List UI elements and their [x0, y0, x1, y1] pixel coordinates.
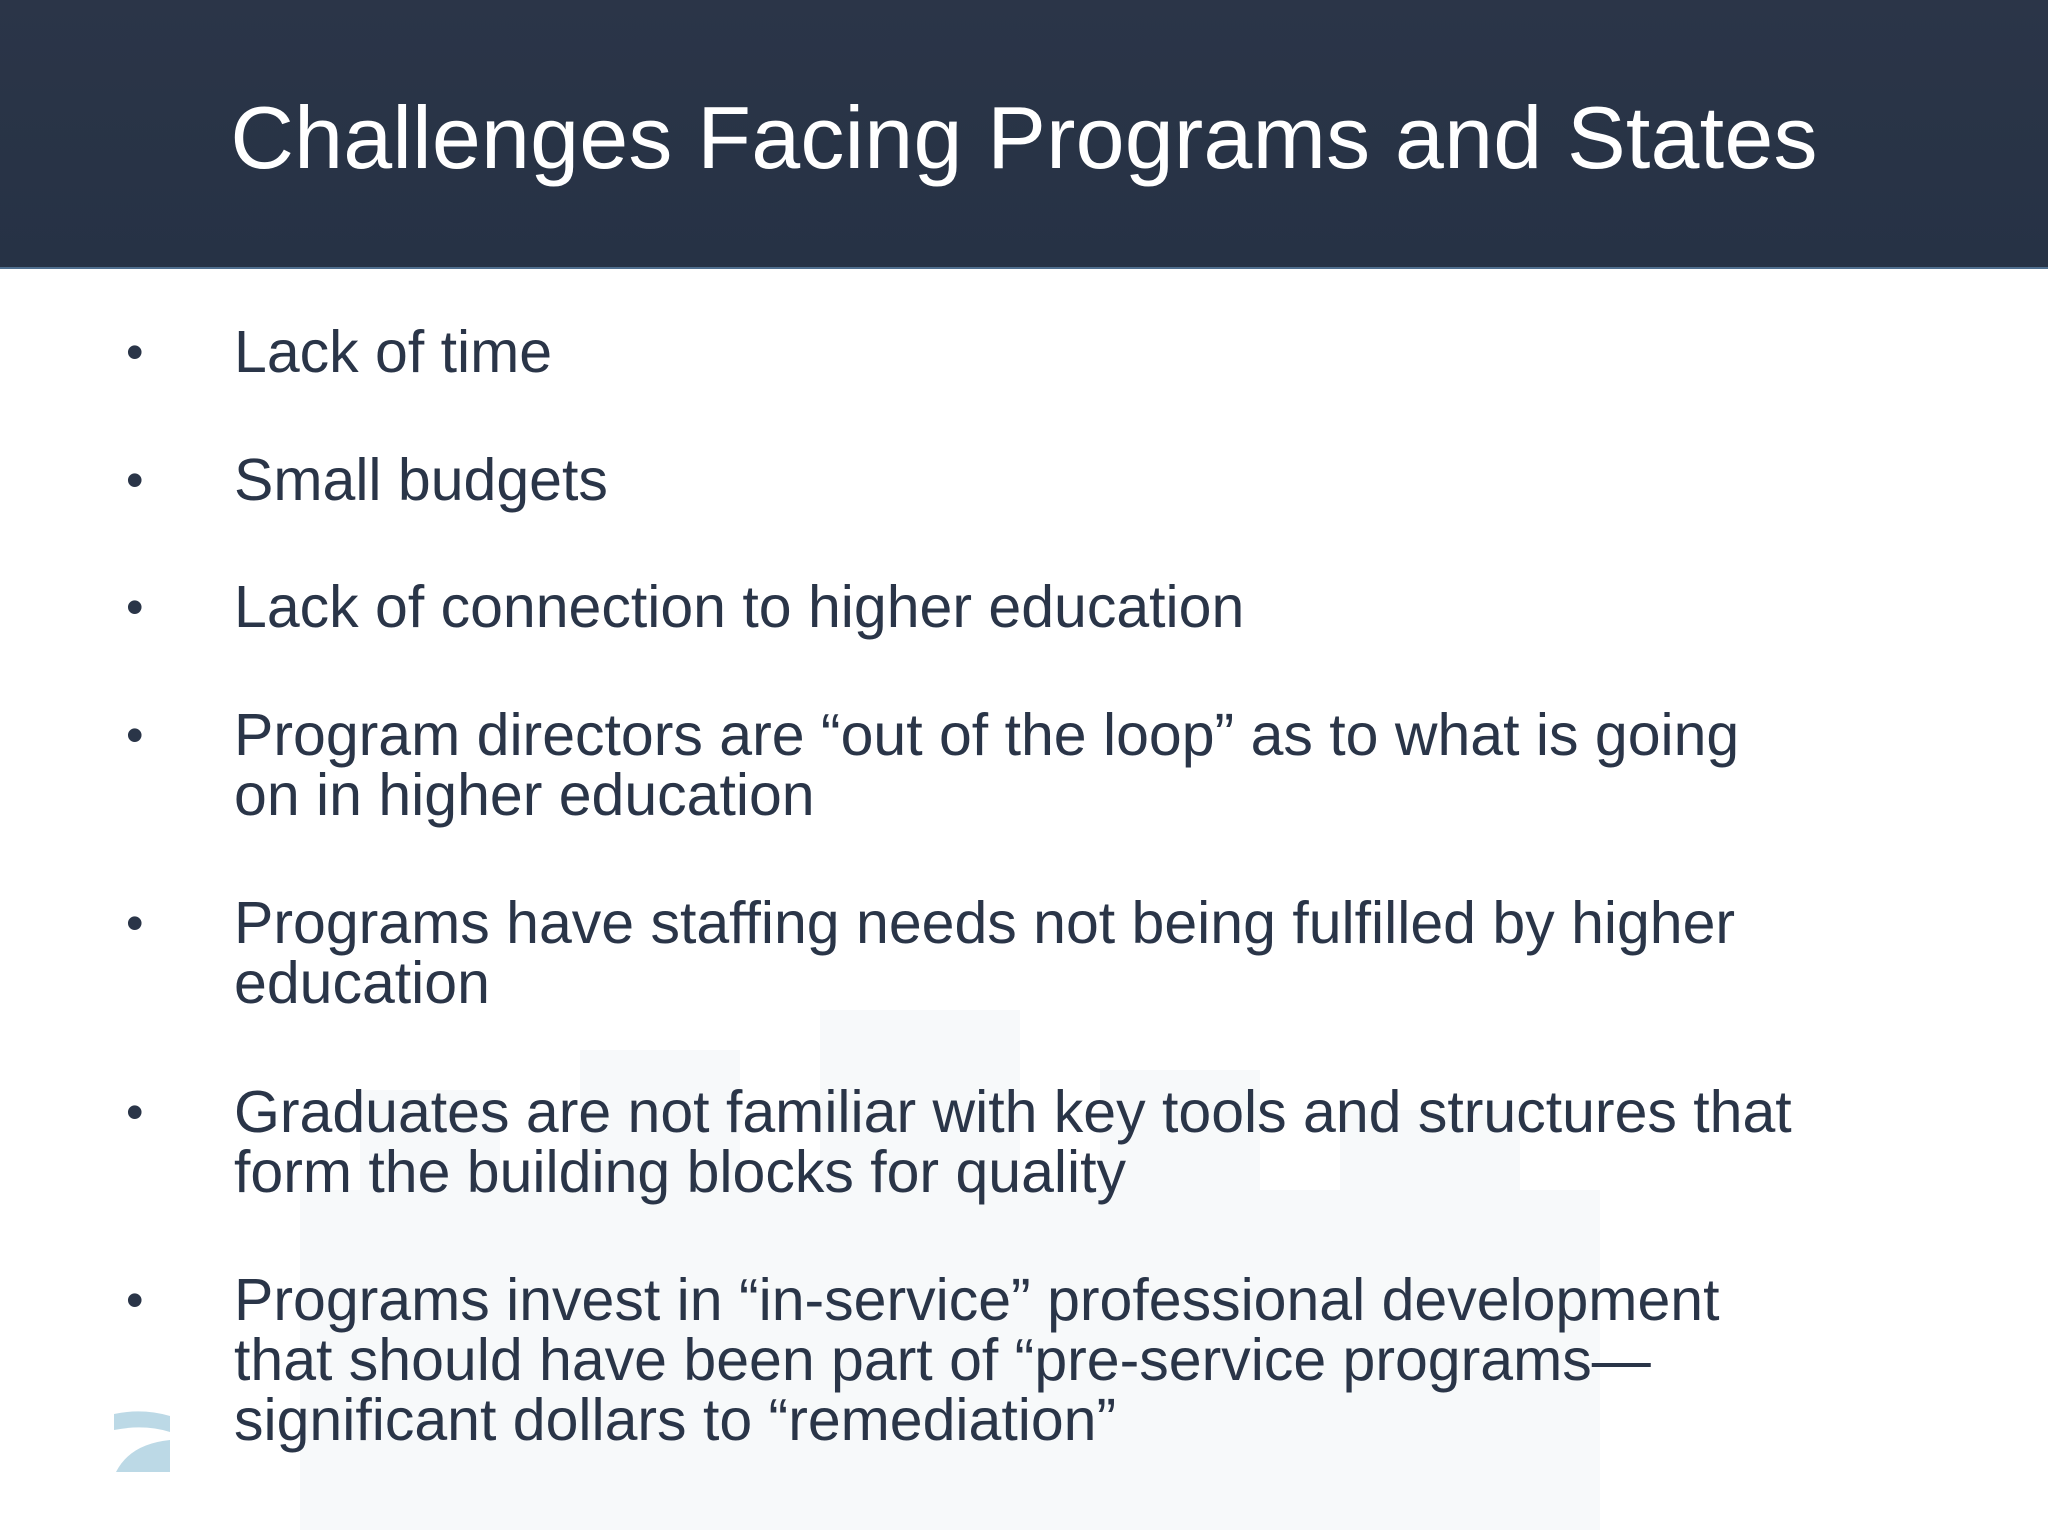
bullet-dot-icon: • [126, 1084, 144, 1140]
bullet-dot-icon: • [126, 452, 144, 508]
bullet-dot-icon: • [126, 324, 144, 380]
bullet-line: Lack of time [234, 319, 553, 385]
bullet-line: education [234, 950, 490, 1016]
bullet-line: Programs have staffing needs not being fulfilled by higher [234, 890, 1736, 956]
bullet-item [0, 574, 2048, 640]
bullet-item [0, 890, 2048, 1016]
bullet-dot-icon: • [126, 579, 144, 635]
bullet-text [234, 574, 1954, 640]
bullet-dot-icon: • [126, 895, 144, 951]
bullet-text [234, 1267, 1954, 1453]
logo-mark-icon [108, 1410, 176, 1472]
bullet-text [234, 1079, 1954, 1205]
bullet-item [0, 447, 2048, 513]
bullet-item [0, 1267, 2048, 1453]
bullet-item [0, 702, 2048, 828]
bullet-line: Small budgets [234, 447, 608, 513]
bullet-line: that should have been part of “pre-service programs— [234, 1327, 1651, 1393]
bullet-item [0, 319, 2048, 385]
bullet-text [234, 319, 1954, 385]
bullet-text [234, 702, 1954, 828]
title-bar [0, 0, 2048, 269]
bullet-line: Lack of connection to higher education [234, 574, 1245, 640]
bullet-line: Programs invest in “in-service” professional development [234, 1267, 1720, 1333]
bullet-line: form the building blocks for quality [234, 1139, 1127, 1205]
bullet-line: on in higher education [234, 762, 815, 828]
bullet-line: Program directors are “out of the loop” as to what is going [234, 702, 1740, 768]
bullet-line: Graduates are not familiar with key tools and structures that [234, 1079, 1792, 1145]
bullet-dot-icon: • [126, 1272, 144, 1328]
bullet-dot-icon: • [126, 707, 144, 763]
bullet-line: significant dollars to “remediation” [234, 1387, 1117, 1453]
bullet-text [234, 890, 1954, 1016]
bullet-item [0, 1079, 2048, 1205]
slide-title: Challenges Facing Programs and States [230, 88, 1818, 187]
bullet-text [234, 447, 1954, 513]
